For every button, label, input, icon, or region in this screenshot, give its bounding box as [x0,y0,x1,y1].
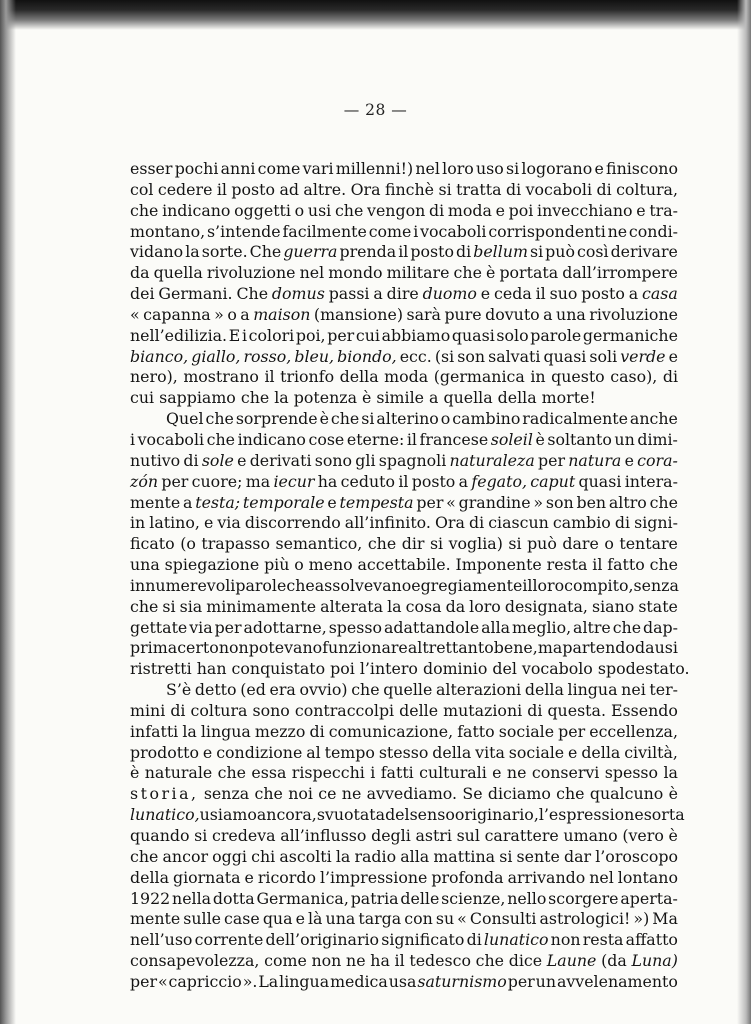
text-line: nutivo di sole e derivati sono gli spagnoli naturaleza per natura e cora- [130,450,678,470]
text-line: bianco, giallo, rosso, bleu, biondo, ecc. (si son salvati quasi soli verde e [130,346,678,366]
text-line: una spiegazione più o meno accettabile. Imponente resta il fatto che [130,555,678,575]
text-line: che ancor oggi chi ascolti la radio alla mattina si sente dar l’oroscopo [130,846,678,866]
text-line: della giornata e ricordo l’impressione profonda arrivando nel lontano [130,867,678,887]
text-line: mini di coltura sono contraccolpi delle mutazioni di questa. Essendo [130,700,678,720]
text-line: nero), mostrano il trionfo della moda (germanica in questo caso), di [130,367,678,387]
text-line: montano, s’intende facilmente come i vocaboli corrispondenti ne condi- [130,221,678,241]
text-line: quando si credeva all’influsso degli astri sul carattere umano (vero è [130,826,678,845]
text-line: è naturale che essa rispecchi i fatti culturali e ne conservi spesso la [130,763,678,783]
text-line: 1922 nella dotta Germanica, patria delle scienze, nello scorgere aperta- [130,888,678,908]
text-line: per « capriccio ». La lingua medica usa saturnismo per un avvelenamento [130,971,678,991]
text-line: prima certo non potevano funzionare altrettanto bene, ma partendo da usi [130,638,678,658]
text-line: ficato (o trapasso semantico, che dir si voglia) si può dare o tentare [130,534,678,554]
text-line: esser pochi anni come vari millenni!) nel loro uso si logorano e finiscono [130,159,678,178]
text-line: innumerevoli parole che assolvevano egregiamente il loro compito, senza [130,575,679,595]
text-line: dei Germani. Che domus passi a dire duomo e ceda il suo posto a casa [130,284,678,304]
text-line: nell’uso corrente dell’originario significato di lunatico non resta affatto [130,930,678,950]
text-line: vidano la sorte. Che guerra prenda il posto di bellum si può così derivare [130,242,678,262]
text-line: infatti la lingua mezzo di comunicazione, fatto sociale per eccellenza, [130,721,678,741]
text-line: in latino, e via discorrendo all’infinito. Ora di ciascun cambio di signi- [130,513,678,533]
text-line: mente sulle case qua e là una targa con su « Consulti astrologici! ») Ma [130,909,678,929]
text-line: storia, senza che noi ce ne avvediamo. Se diciamo che qualcuno è [130,784,678,804]
text-line: prodotto e condizione al tempo stesso della vita sociale e della civiltà, [130,742,678,762]
text-line: gettate via per adottarne, spesso adattandole alla meglio, altre che dap- [130,617,678,637]
scan-edge-left [0,0,16,1024]
page-number: — 28 — [343,101,408,119]
text-line: i vocaboli che indicano cose eterne: il francese soleil è soltanto un dimi- [130,429,678,449]
text-line: cui sappiamo che la potenza è simile a quella della morte! [130,388,596,408]
body-text [130,159,690,993]
text-line: che si sia minimamente alterata la cosa da loro designata, siano state [130,596,678,616]
text-line: « capanna » o a maison (mansione) sarà pure dovuto a una rivoluzione [130,304,678,324]
text-line: ristretti han conquistato poi l’intero dominio del vocabolo spodestato. [130,659,690,679]
text-line: zón per cuore; ma iecur ha ceduto il posto a fegato, caput quasi intera- [130,471,678,491]
scan-edge-right [737,0,751,1024]
scan-edge-top [0,0,751,30]
text-line: S’è detto (ed era ovvio) che quelle alterazioni della lingua nei ter- [166,680,678,700]
text-line: nell’edilizia. E i colori poi, per cui abbiamo quasi solo parole germaniche [130,325,678,345]
text-line: col cedere il posto ad altre. Ora finchè si tratta di vocaboli di coltura, [130,179,678,199]
text-line: da quella rivoluzione nel mondo militare che è portata dall’irrompere [130,263,678,283]
text-line: consapevolezza, come non ne ha il tedesco che dice Laune (da Luna) [130,951,678,971]
text-line: che indicano oggetti o usi che vengon di moda e poi invecchiano e tra- [130,200,678,220]
text-line: lunatico, usiamo ancora, svuotata del senso originario, l’espressione sorta [130,805,685,825]
text-line: mente a testa; temporale e tempesta per « grandine » son ben altro che [130,492,678,512]
text-line: Quel che sorprende è che si alterino o cambino radicalmente anche [166,409,678,429]
